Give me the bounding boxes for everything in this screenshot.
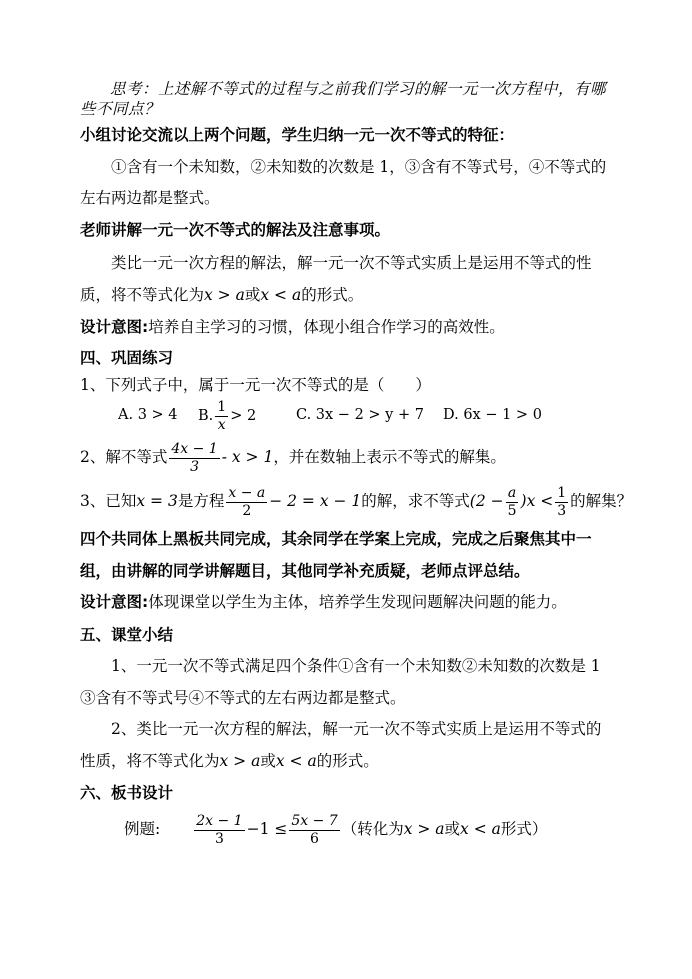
inequality-lt: x < a xyxy=(460,820,501,838)
board-fraction-2-numerator: 5x − 7 xyxy=(291,812,338,829)
board-label: 例题: xyxy=(124,820,161,838)
board-fraction-2 xyxy=(289,813,339,848)
q3-rhs-fraction xyxy=(555,485,568,520)
summary-2-line-2 xyxy=(80,750,379,772)
analogy-line-1: 类比一元一次方程的解法，解一元一次不等式实质上是运用不等式的性 xyxy=(111,254,592,272)
inequality-gt: x > a xyxy=(204,286,245,304)
board-fraction-2-denominator: 6 xyxy=(310,830,319,847)
features-line-2: 左右两边都是整式。 xyxy=(80,189,220,207)
q3-ineq-denominator: 5 xyxy=(507,502,517,519)
option-b-denominator: x xyxy=(217,416,226,433)
inequality-lt: x < a xyxy=(260,286,302,304)
section-heading-4: 四、巩固练习 xyxy=(80,349,174,367)
summary-1-line-1: 1、一元一次不等式满足四个条件①含有一个未知数②未知数的次数是 1 xyxy=(111,657,601,675)
q3-given: x = 3 xyxy=(136,492,178,510)
q3-ineq-numerator: a xyxy=(507,484,517,501)
design-intent-label: 设计意图: xyxy=(80,318,149,336)
group-work-line-2: 组，由讲解的同学讲解题目，其他同学补充质疑，老师点评总结。 xyxy=(80,562,530,580)
analogy-text-post: 的形式。 xyxy=(301,286,364,304)
group-work-line-1: 四个共同体上黑板共同完成，其余同学在学案上完成，完成之后聚焦其中一 xyxy=(80,530,592,548)
design-intent-1 xyxy=(80,316,505,338)
option-b-numerator: 1 xyxy=(217,398,227,415)
or-word: 或 xyxy=(260,752,276,770)
q3-solve: 的解，求不等式 xyxy=(361,492,470,510)
inequality-gt: x > a xyxy=(403,820,445,838)
board-note-post: 形式） xyxy=(500,820,548,838)
q3-ineq-mid: )x < xyxy=(520,492,554,510)
board-fraction-1-denominator: 3 xyxy=(214,830,224,847)
q3-post: 的解集？ xyxy=(570,492,633,510)
q3-equation-tail: − 2 = x − 1 xyxy=(269,492,362,510)
design-intent-label: 设计意图: xyxy=(80,593,149,611)
q2-denominator: 3 xyxy=(190,458,199,475)
q3-equation-denominator: 2 xyxy=(242,502,252,519)
board-fraction-1-numerator: 2x − 1 xyxy=(196,812,243,829)
question-1: 1、下列式子中，属于一元一次不等式的是（ ） xyxy=(80,376,431,394)
q2-numerator: 4x − 1 xyxy=(171,440,218,457)
design-intent-2 xyxy=(80,591,567,613)
summary-2-line-1: 2、类比一元一次方程的解法，解一元一次不等式实质上是运用不等式的 xyxy=(111,720,602,738)
option-a: A. 3 > 4 xyxy=(118,407,178,423)
q2-post: ，并在数轴上表示不等式的解集。 xyxy=(273,448,506,466)
board-example xyxy=(124,810,547,848)
design-intent-text: 体现课堂以学生为主体，培养学生发现问题解决问题的能力。 xyxy=(148,593,567,611)
option-c: C. 3x − 2 > y + 7 xyxy=(296,407,424,423)
summary-1-line-2: ③含有不等式号④不等式的左右两边都是整式。 xyxy=(80,689,406,707)
q2-mid: - x > 1 xyxy=(221,448,274,466)
q2-fraction xyxy=(169,441,219,476)
q3-equation-fraction xyxy=(226,485,267,520)
or-word: 或 xyxy=(444,820,461,838)
option-d: D. 6x − 1 > 0 xyxy=(443,407,542,423)
option-b-label: B. xyxy=(198,408,214,424)
q3-ineq-open: (2 − xyxy=(469,492,504,510)
q3-ineq-fraction xyxy=(506,485,519,520)
thinking-line-1: 思考：上述解不等式的过程与之前我们学习的解一元一次方程中，有哪 xyxy=(110,80,607,98)
q3-rhs-denominator: 3 xyxy=(557,502,567,519)
inequality-lt: x < a xyxy=(275,752,317,770)
option-b-tail: > 2 xyxy=(230,408,257,424)
discuss-heading: 小组讨论交流以上两个问题，学生归纳一元一次不等式的特征： xyxy=(80,126,515,144)
option-b-fraction xyxy=(215,399,228,434)
or-word: 或 xyxy=(244,286,261,304)
summary-text-post: 的形式。 xyxy=(316,752,379,770)
inequality-gt: x > a xyxy=(219,752,261,770)
board-note-pre: （转化为 xyxy=(341,820,404,838)
section-heading-5: 五、课堂小结 xyxy=(80,626,174,644)
q3-equation-numerator: x − a xyxy=(228,484,266,501)
teacher-heading: 老师讲解一元一次不等式的解法及注意事项。 xyxy=(80,221,391,239)
analogy-line-2 xyxy=(80,284,363,306)
design-intent-text: 培养自主学习的习惯，体现小组合作学习的高效性。 xyxy=(148,318,505,336)
option-b xyxy=(198,398,256,434)
question-3 xyxy=(80,483,632,520)
summary-text-pre: 性质，将不等式化为 xyxy=(80,752,220,770)
board-mid: −1 ≤ xyxy=(246,820,288,838)
q3-rhs-numerator: 1 xyxy=(557,484,567,501)
section-heading-6: 六、板书设计 xyxy=(80,784,174,802)
features-line-1: ①含有一个未知数，②未知数的次数是 1，③含有不等式号，④不等式的 xyxy=(111,158,607,176)
q2-pre: 2、解不等式 xyxy=(80,448,168,466)
q3-is-solution: 是方程 xyxy=(177,492,225,510)
thinking-line-2: 些不同点？ xyxy=(80,100,161,118)
question-2 xyxy=(80,439,506,476)
q3-pre: 3、已知 xyxy=(80,492,137,510)
analogy-text-pre: 质，将不等式化为 xyxy=(80,286,205,304)
board-fraction-1 xyxy=(194,813,244,848)
